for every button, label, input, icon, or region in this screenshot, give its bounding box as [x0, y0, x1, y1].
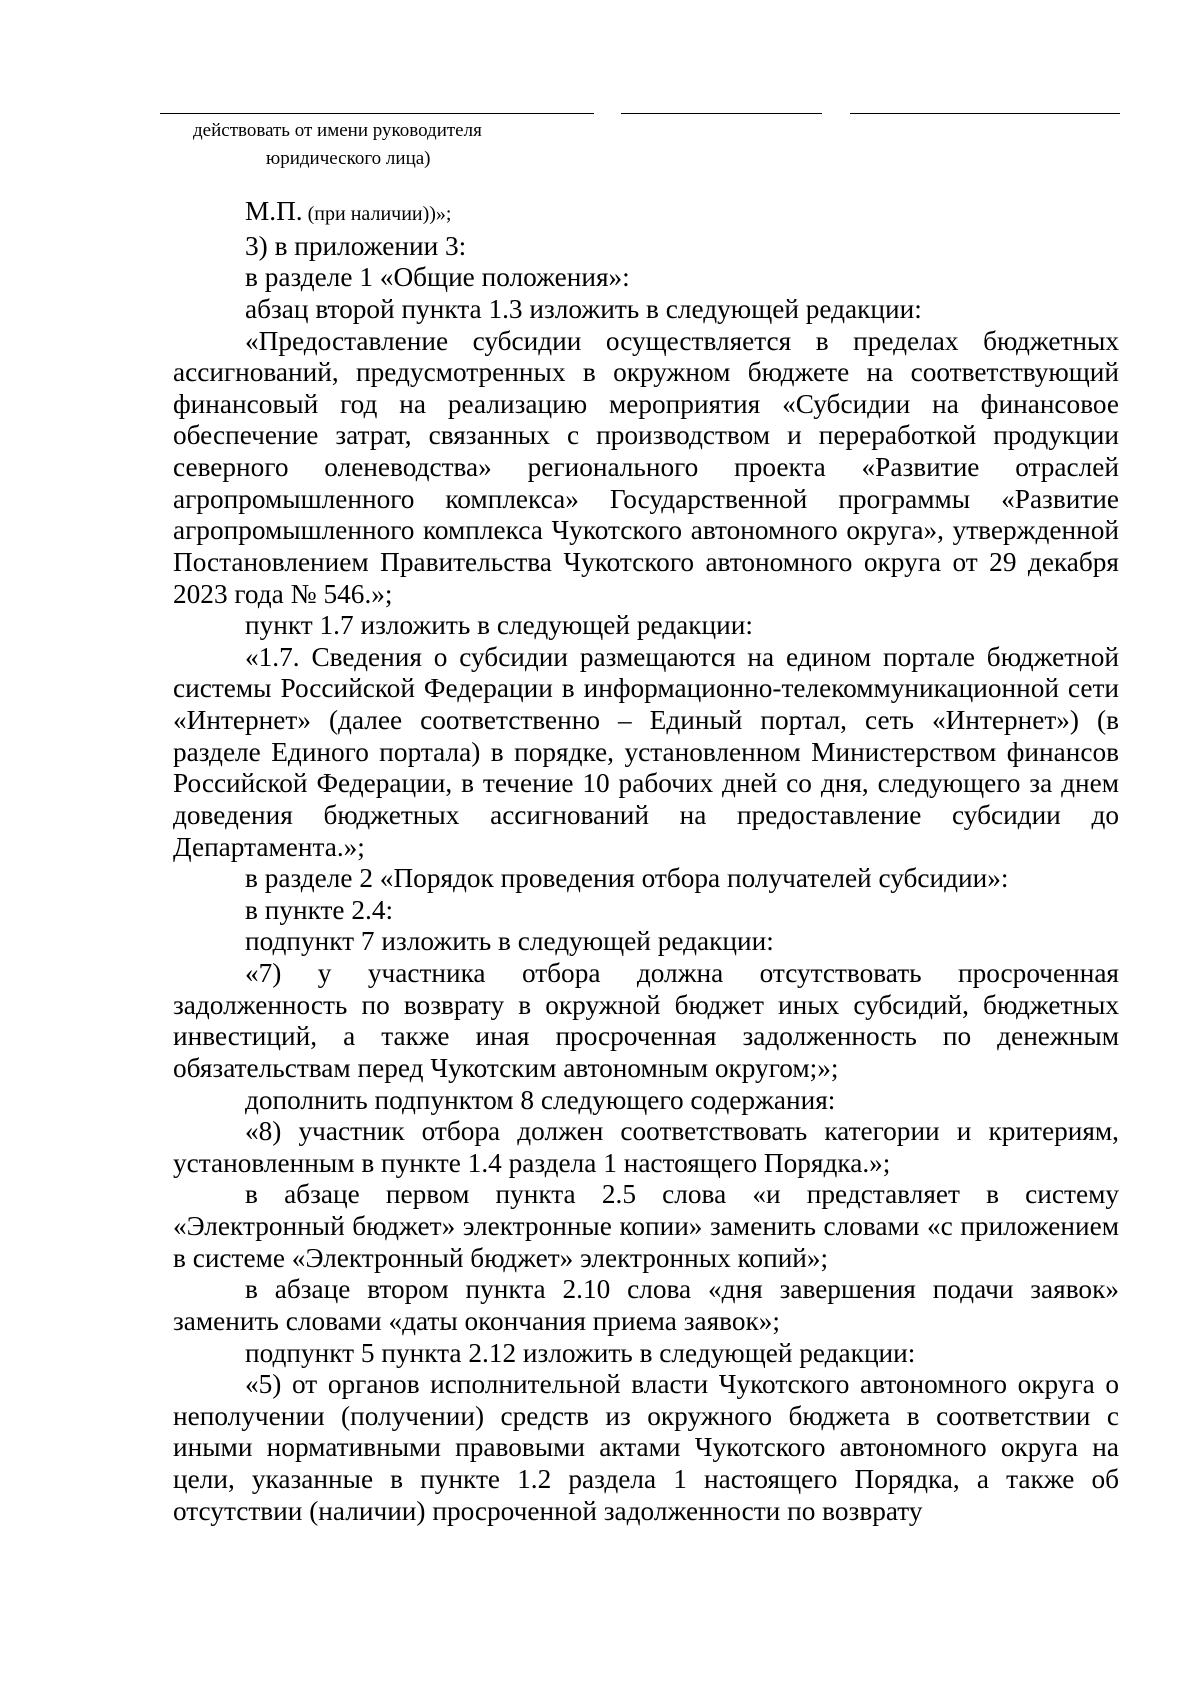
document-body	[173, 196, 1119, 1527]
paragraph-subitem-7-text: «7) у участника отбора должна отсутствовать просроченная задолженность по возврату в окружной бюджет иных субсидий, бюджетных инвестиций, а также иная просроченная задолженность по денежным обязательствам перед Чукотским автономным округом;»;	[173, 958, 1119, 1083]
stamp-note: (при наличии))»;	[302, 203, 452, 225]
signature-line-signature	[621, 113, 822, 114]
paragraph-subitem-8-intro: дополнить подпунктом 8 следующего содержания:	[245, 1084, 836, 1115]
paragraph-item-1-7-intro: пункт 1.7 изложить в следующей редакции:	[245, 610, 753, 641]
paragraph-item-2-4: в пункте 2.4:	[245, 894, 394, 925]
signature-caption	[160, 117, 594, 173]
paragraph-subitem-8-text: «8) участник отбора должен соответствовать категории и критериям, установленным в пункте 1.4 раздела 1 настоящего Порядка.»;	[173, 1116, 1119, 1178]
paragraph-section-2-heading: в разделе 2 «Порядок проведения отбора получателей субсидии»:	[245, 863, 1009, 894]
paragraph-section-1-heading: в разделе 1 «Общие положения»:	[245, 262, 630, 293]
stamp-paragraph	[173, 196, 1119, 231]
paragraph-item-1-3-text: «Предоставление субсидии осуществляется в пределах бюджетных ассигнований, предусмотренных в окружном бюджете на соответствующий финансовый год на реализацию мероприятия «Субсидии на финансовое обеспечение затрат, связанных с производством и переработкой продукции северного оленеводства» регионального проекта «Развитие отраслей агропромышленного комплекса» Государственной программы «Развитие агропромышленного комплекса Чукотского автономного округа», утвержденной Постановлением Правительства Чукотского автономного округа от 29 декабря 2023 года № 546.»;	[173, 325, 1119, 609]
signature-line-name	[850, 113, 1120, 114]
paragraph-item-2-12-text: «5) от органов исполнительной власти Чукотского автономного округа о неполучении (получении) средств из окружного бюджета в соответствии с иными нормативными правовыми актами Чукотского автономного округа на цели, указанные в пункте 1.2 раздела 1 настоящего Порядка, а также об отсутствии (наличии) просроченной задолженности по возврату	[173, 1369, 1119, 1526]
signature-caption-line-2: юридического лица)	[266, 148, 431, 169]
paragraph-appendix-3: 3) в приложении 3:	[245, 230, 467, 261]
paragraph-item-1-7-text: «1.7. Сведения о субсидии размещаются на едином портале бюджетной системы Российской Федерации в информационно-телекоммуникационной сети «Интернет» (далее соответственно – Единый портал, сеть «Интернет») (в разделе Единого портала) в порядке, установленном Министерством финансов Российской Федерации, в течение 10 рабочих дней со дня, следующего за днем доведения бюджетных ассигнований на предоставление субсидии до Департамента.»;	[173, 641, 1119, 862]
paragraph-item-2-10: в абзаце втором пункта 2.10 слова «дня завершения подачи заявок» заменить словами «даты окончания приема заявок»;	[173, 1274, 1119, 1336]
signature-line-position	[160, 113, 594, 114]
paragraph-item-1-3-intro: абзац второй пункта 1.3 изложить в следующей редакции:	[245, 293, 922, 324]
paragraph-item-2-5: в абзаце первом пункта 2.5 слова «и представляет в систему «Электронный бюджет» электронные копии» заменить словами «с приложением в системе «Электронный бюджет» электронных копий»;	[173, 1179, 1119, 1273]
paragraph-subitem-7-intro: подпункт 7 изложить в следующей редакции:	[245, 926, 774, 957]
signature-caption-line-1: действовать от имени руководителя	[193, 120, 482, 141]
paragraph-item-2-12-intro: подпункт 5 пункта 2.12 изложить в следующей редакции:	[245, 1337, 916, 1368]
stamp-label: М.П.	[245, 196, 303, 226]
